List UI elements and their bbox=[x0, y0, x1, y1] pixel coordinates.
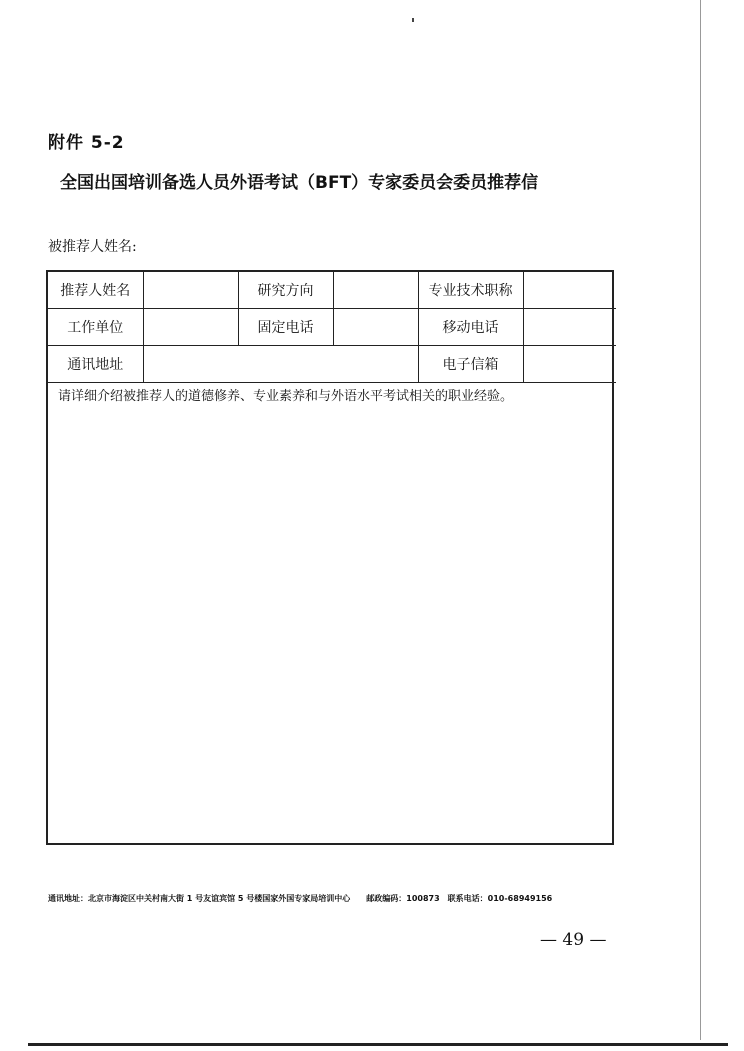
mobile-field[interactable] bbox=[523, 309, 616, 346]
description-area[interactable] bbox=[48, 383, 612, 411]
research-direction-field[interactable] bbox=[333, 272, 418, 309]
scan-speck bbox=[412, 18, 414, 22]
page-number: — 49 — bbox=[540, 930, 607, 950]
info-table bbox=[48, 272, 616, 383]
table-row bbox=[48, 272, 616, 309]
recommender-name-field[interactable] bbox=[143, 272, 238, 309]
email-label: 电子信箱 bbox=[418, 346, 523, 383]
recommendation-form bbox=[46, 270, 614, 845]
landline-field[interactable] bbox=[333, 309, 418, 346]
recommender-name-label: 推荐人姓名 bbox=[48, 272, 143, 309]
work-unit-field[interactable] bbox=[143, 309, 238, 346]
address-label: 通讯地址 bbox=[48, 346, 143, 383]
table-row bbox=[48, 309, 616, 346]
description-prompt: 请详细介绍被推荐人的道德修养、专业素养和与外语水平考试相关的职业经验。 bbox=[58, 389, 514, 404]
professional-title-label: 专业技术职称 bbox=[418, 272, 523, 309]
landline-label: 固定电话 bbox=[238, 309, 333, 346]
mobile-label: 移动电话 bbox=[418, 309, 523, 346]
nominee-name-label: 被推荐人姓名: bbox=[48, 239, 137, 255]
professional-title-field[interactable] bbox=[523, 272, 616, 309]
bottom-rule bbox=[28, 1043, 728, 1046]
research-direction-label: 研究方向 bbox=[238, 272, 333, 309]
address-field[interactable] bbox=[143, 346, 418, 383]
document-title: 全国出国培训备选人员外语考试（BFT）专家委员会委员推荐信 bbox=[60, 173, 539, 193]
attachment-label: 附件 5-2 bbox=[48, 133, 125, 153]
table-row bbox=[48, 346, 616, 383]
email-field[interactable] bbox=[523, 346, 616, 383]
work-unit-label: 工作单位 bbox=[48, 309, 143, 346]
footer-contact: 通讯地址：北京市海淀区中关村南大街 1 号友谊宾馆 5 号楼国家外国专家局培训中心 邮政编码：100873 联系电话：010-68949156 bbox=[48, 894, 553, 903]
page-edge-line bbox=[700, 0, 701, 1040]
